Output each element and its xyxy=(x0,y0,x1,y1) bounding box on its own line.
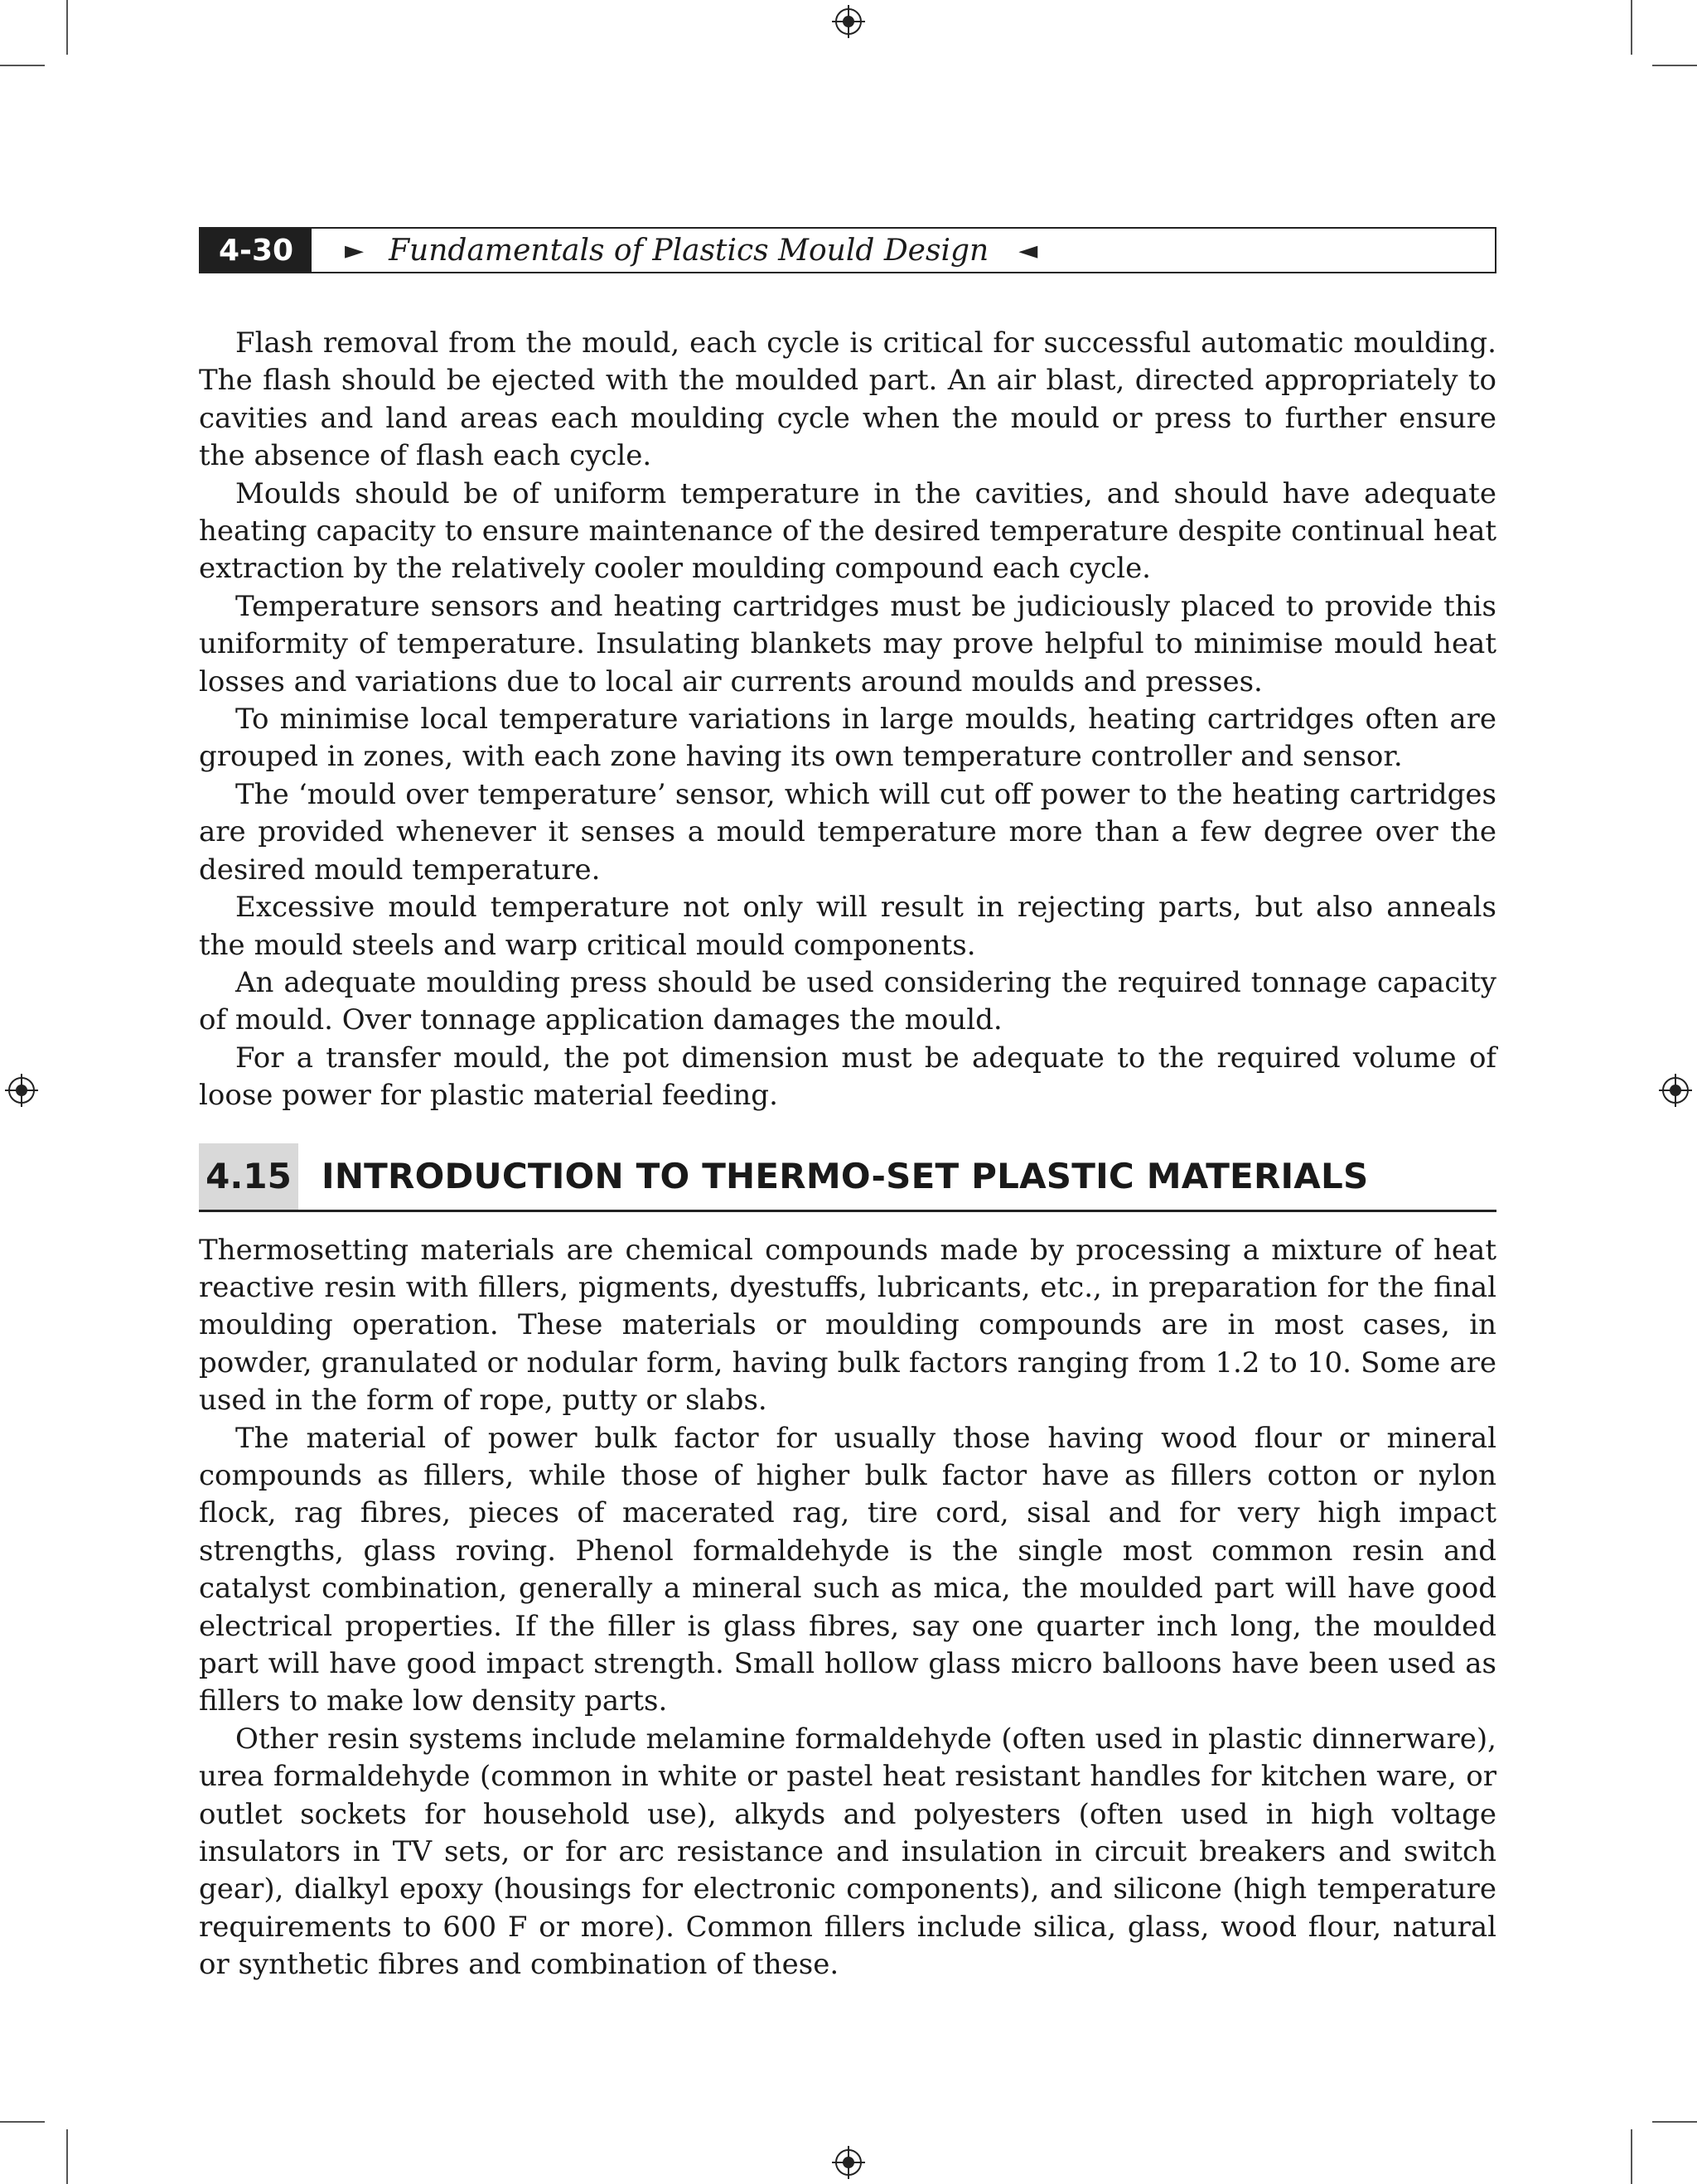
registration-mark-icon xyxy=(5,1074,38,1107)
page-content xyxy=(199,325,1496,1984)
registration-mark-icon xyxy=(832,5,865,38)
page-number: 4-30 xyxy=(201,229,312,272)
paragraph: Moulds should be of uniform temperature in the cavities, and should have adequate heating capacity to ensure maintenance of the desired temperature despite continual heat extraction by the relatively cooler moulding compound each cycle. xyxy=(199,476,1496,586)
arrow-right-icon: ► xyxy=(345,235,365,265)
registration-mark-icon xyxy=(1659,1074,1692,1107)
crop-mark xyxy=(1631,2129,1632,2184)
registration-mark-icon xyxy=(832,2146,865,2179)
section-title: INTRODUCTION TO THERMO-SET PLASTIC MATERIALS xyxy=(322,1156,1369,1197)
arrow-left-icon: ◄ xyxy=(1018,235,1038,265)
paragraph: The material of power bulk factor for usually those having wood flour or mineral compounds as fillers, while those of higher bulk factor have as fillers cotton or nylon flock, rag fibres, pieces of macerated rag, tire cord, sisal and for very high impact strengths, glass roving. Phenol formaldehyde is the single most common resin and catalyst combination, generally a mineral such as mica, the moulded part will have good electrical properties. If the filler is glass fibres, say one quarter inch long, the moulded part will have good impact strength. Small hollow glass micro balloons have been used as fillers to make low density parts. xyxy=(199,1421,1496,1718)
paragraph: Flash removal from the mould, each cycle is critical for successful automatic moulding. The flash should be ejected with the moulded part. An air blast, directed appropriately to cavities and land areas each moulding cycle when the mould or press to further ensure the absence of flash each cycle. xyxy=(199,326,1496,473)
section-number: 4.15 xyxy=(199,1143,298,1210)
crop-mark xyxy=(1652,2121,1697,2123)
paragraph: For a transfer mould, the pot dimension must be adequate to the required volume of loose power for plastic material feeding. xyxy=(199,1041,1496,1113)
paragraph: Excessive mould temperature not only will result in rejecting parts, but also anneals the mould steels and warp critical mould components. xyxy=(199,891,1496,962)
paragraph: Other resin systems include melamine formaldehyde (often used in plastic dinnerware), urea formaldehyde (common in white or pastel heat resistant handles for kitchen ware, or outlet sockets for household use), alkyds and polyesters (often used in high voltage insulators in TV sets, or for arc resistance and insulation in circuit breakers and switch gear), dialkyl epoxy (housings for electronic components), and silicone (high temperature requirements to 600 F or more). Common fillers include silica, glass, wood flour, natural or synthetic fibres and combination of these. xyxy=(199,1722,1496,1982)
crop-mark xyxy=(1631,0,1632,55)
crop-mark xyxy=(66,2129,68,2184)
paragraph: To minimise local temperature variations in large moulds, heating cartridges often are grouped in zones, with each zone having its own temperature controller and sensor. xyxy=(199,703,1496,774)
crop-mark xyxy=(0,2121,45,2123)
crop-mark xyxy=(66,0,68,55)
crop-mark xyxy=(1652,65,1697,66)
running-header xyxy=(199,227,1496,273)
paragraph: Temperature sensors and heating cartridges must be judiciously placed to provide this uniformity of temperature. Insulating blankets may prove helpful to minimise mould heat losses and variations due to local air currents around moulds and presses. xyxy=(199,589,1496,698)
book-title: Fundamentals of Plastics Mould Design xyxy=(389,233,989,268)
paragraph: The ‘mould over temperature’ sensor, which will cut off power to the heating cartridges are provided whenever it senses a mould temperature more than a few degree over the desired mould temperature. xyxy=(199,777,1496,887)
crop-mark xyxy=(0,65,45,66)
paragraph: An adequate moulding press should be used considering the required tonnage capacity of mould. Over tonnage application damages the mould. xyxy=(199,965,1496,1037)
section-heading xyxy=(199,1143,1496,1212)
paragraph: Thermosetting materials are chemical compounds made by processing a mixture of heat reactive resin with fillers, pigments, dyestuffs, lubricants, etc., in preparation for the final moulding operation. These materials or moulding compounds are in most cases, in powder, granulated or nodular form, having bulk factors ranging from 1.2 to 10. Some are used in the form of rope, putty or slabs. xyxy=(199,1233,1496,1418)
